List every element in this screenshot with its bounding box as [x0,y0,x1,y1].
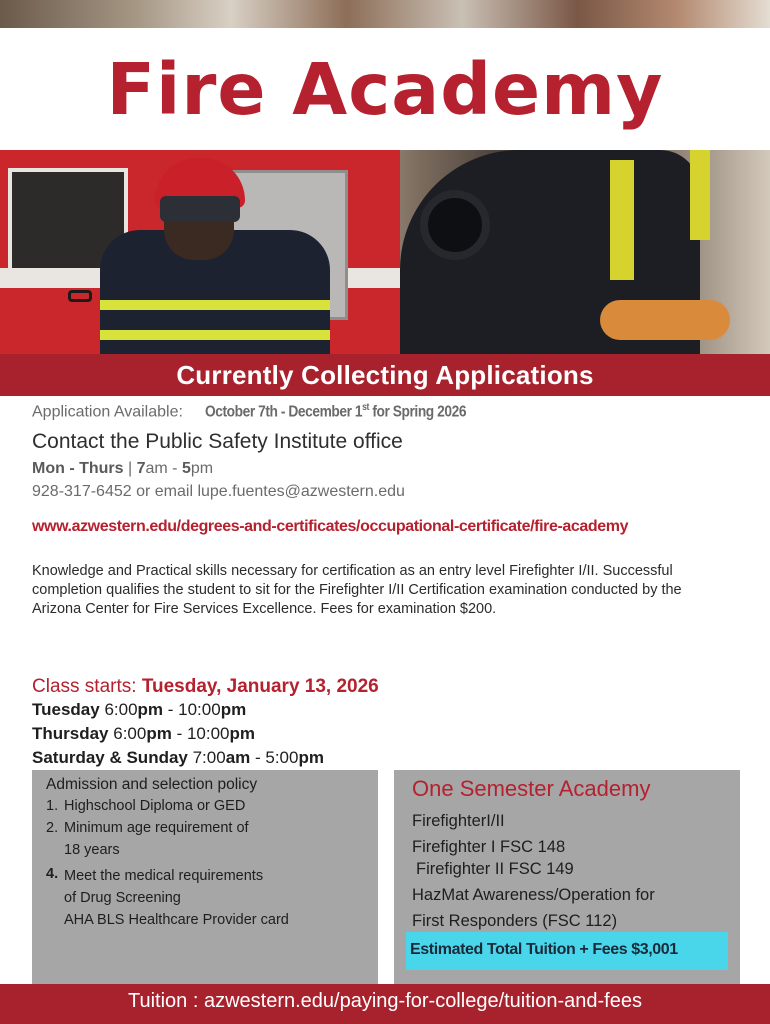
reflective-stripe [100,330,330,340]
arm-graphic [600,300,730,340]
schedule-row: Saturday & Sunday 7:00am - 5:00pm [32,748,324,767]
list-item: of Drug Screening [64,890,181,906]
course-line: Firefighter II FSC 149 [416,860,574,878]
contact-heading: Contact the Public Safety Institute office [32,430,403,453]
application-availability [32,402,508,421]
glove-graphic [420,190,490,260]
list-number: 1. [46,798,59,814]
academy-title: One Semester Academy [412,776,651,801]
list-number: 2. [46,820,59,836]
hero-photo [0,150,770,354]
list-item: 18 years [64,842,120,858]
program-description: Knowledge and Practical skills necessary for certification as an entry level Firefighter I/II. Successful completion qualifies the student to sit for the Firefighter I/II Certification examination conducted by the Arizona Center for Fire Services Excellence. Fees for examination $200. [32,563,682,617]
list-item: Highschool Diploma or GED [64,798,246,814]
list-item: Meet the medical requirements [64,868,264,884]
page-title: Fire Academy [106,48,664,131]
application-dates: October 7th - December 1st for Spring 2026 [204,402,466,421]
applications-banner: Currently Collecting Applications [0,354,770,396]
reflective-stripe [100,300,330,310]
truck-handle [68,290,92,302]
course-line: HazMat Awareness/Operation for [412,886,655,904]
schedule-row: Thursday 6:00pm - 10:00pm [32,724,255,743]
header-photo-strip [0,0,770,28]
office-hours: Mon - Thurs | 7am - 5pm [32,460,214,477]
course-line: Firefighter I FSC 148 [412,838,566,856]
schedule-row: Tuesday 6:00pm - 10:00pm [32,700,247,719]
phone-email: 928-317-6452 or email lupe.fuentes@azwestern.edu [32,483,405,500]
application-label: Application Available: [32,403,183,421]
class-start-date: Class starts: Tuesday, January 13, 2026 [32,676,379,697]
visor-graphic [160,196,240,222]
course-line: First Responders (FSC 112) [412,912,618,930]
admission-title: Admission and selection policy [46,776,258,793]
list-item: AHA BLS Healthcare Provider card [64,912,289,928]
course-line: FirefighterI/II [412,812,505,830]
program-url-link[interactable]: www.azwestern.edu/degrees-and-certificates/occupational-certificate/fire-academy [32,518,629,535]
reflective-stripe [610,160,634,280]
list-item: Minimum age requirement of [64,820,249,836]
reflective-stripe [690,150,710,240]
list-number: 4. [46,866,59,882]
tuition-link[interactable]: Tuition : azwestern.edu/paying-for-college/tuition-and-fees [128,990,642,1012]
estimated-tuition: Estimated Total Tuition + Fees $3,001 [410,941,678,958]
